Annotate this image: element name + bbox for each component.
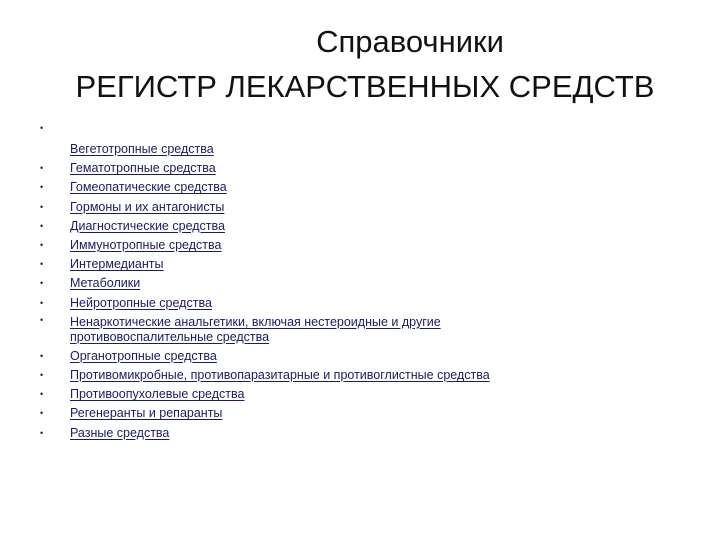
bullet: • bbox=[40, 220, 44, 231]
list-item bbox=[40, 274, 700, 293]
category-link-intermediates[interactable]: Интермедианты bbox=[70, 257, 164, 272]
category-link-antimicrobial[interactable]: Противомикробные, противопаразитарные и противоглистные средства bbox=[70, 368, 490, 383]
list-item bbox=[40, 424, 700, 443]
category-link-organotropic[interactable]: Органотропные средства bbox=[70, 348, 217, 363]
bullet: • bbox=[40, 389, 44, 400]
list-item bbox=[40, 313, 700, 347]
list-item bbox=[40, 385, 700, 404]
bullet: • bbox=[40, 427, 44, 438]
category-link-regenerants[interactable]: Регенеранты и репаранты bbox=[70, 406, 223, 421]
bullet: • bbox=[40, 278, 44, 289]
bullet: • bbox=[40, 259, 44, 270]
title-block bbox=[0, 20, 720, 110]
bullet: • bbox=[40, 182, 44, 193]
list-item bbox=[40, 347, 700, 366]
category-link-antitumor[interactable]: Противоопухолевые средства bbox=[70, 387, 245, 402]
list-item bbox=[40, 159, 700, 178]
category-link-homeopathic[interactable]: Гомеопатические средства bbox=[70, 180, 227, 195]
category-link-immunotropic[interactable]: Иммунотропные средства bbox=[70, 238, 222, 253]
list-item bbox=[40, 404, 700, 423]
category-link-miscellaneous[interactable]: Разные средства bbox=[70, 425, 170, 440]
bullet: • bbox=[40, 314, 44, 325]
category-link-hormones[interactable]: Гормоны и их антагонисты bbox=[70, 199, 225, 214]
list-item bbox=[40, 217, 700, 236]
bullet: • bbox=[40, 370, 44, 381]
bullet: • bbox=[40, 408, 44, 419]
list-item bbox=[40, 255, 700, 274]
page-subtitle: РЕГИСТР ЛЕКАРСТВЕННЫХ СРЕДСТВ bbox=[75, 69, 655, 104]
category-list bbox=[40, 122, 700, 443]
bullet: • bbox=[40, 123, 44, 133]
category-link-vegetotropic[interactable]: Вегетотропные средства bbox=[70, 142, 214, 156]
bullet: • bbox=[40, 201, 44, 212]
list-item bbox=[40, 236, 700, 255]
bullet: • bbox=[40, 163, 44, 174]
category-link-non-narcotic-analgesics[interactable]: Ненаркотические анальгетики, включая нестероидные и другие противовоспалительные средства bbox=[70, 314, 441, 344]
list-item bbox=[40, 366, 700, 385]
category-link-metabolics[interactable]: Метаболики bbox=[70, 276, 141, 291]
page-title: Справочники bbox=[316, 24, 504, 59]
category-link-diagnostic[interactable]: Диагностические средства bbox=[70, 218, 225, 233]
list-item bbox=[40, 178, 700, 197]
category-list-container bbox=[40, 122, 700, 443]
list-item bbox=[40, 198, 700, 217]
category-link-hematotropic[interactable]: Гематотропные средства bbox=[70, 161, 216, 176]
bullet: • bbox=[40, 240, 44, 251]
list-item bbox=[40, 122, 700, 159]
bullet: • bbox=[40, 350, 44, 361]
bullet: • bbox=[40, 297, 44, 308]
list-item bbox=[40, 294, 700, 313]
category-link-neurotropic[interactable]: Нейротропные средства bbox=[70, 295, 212, 310]
